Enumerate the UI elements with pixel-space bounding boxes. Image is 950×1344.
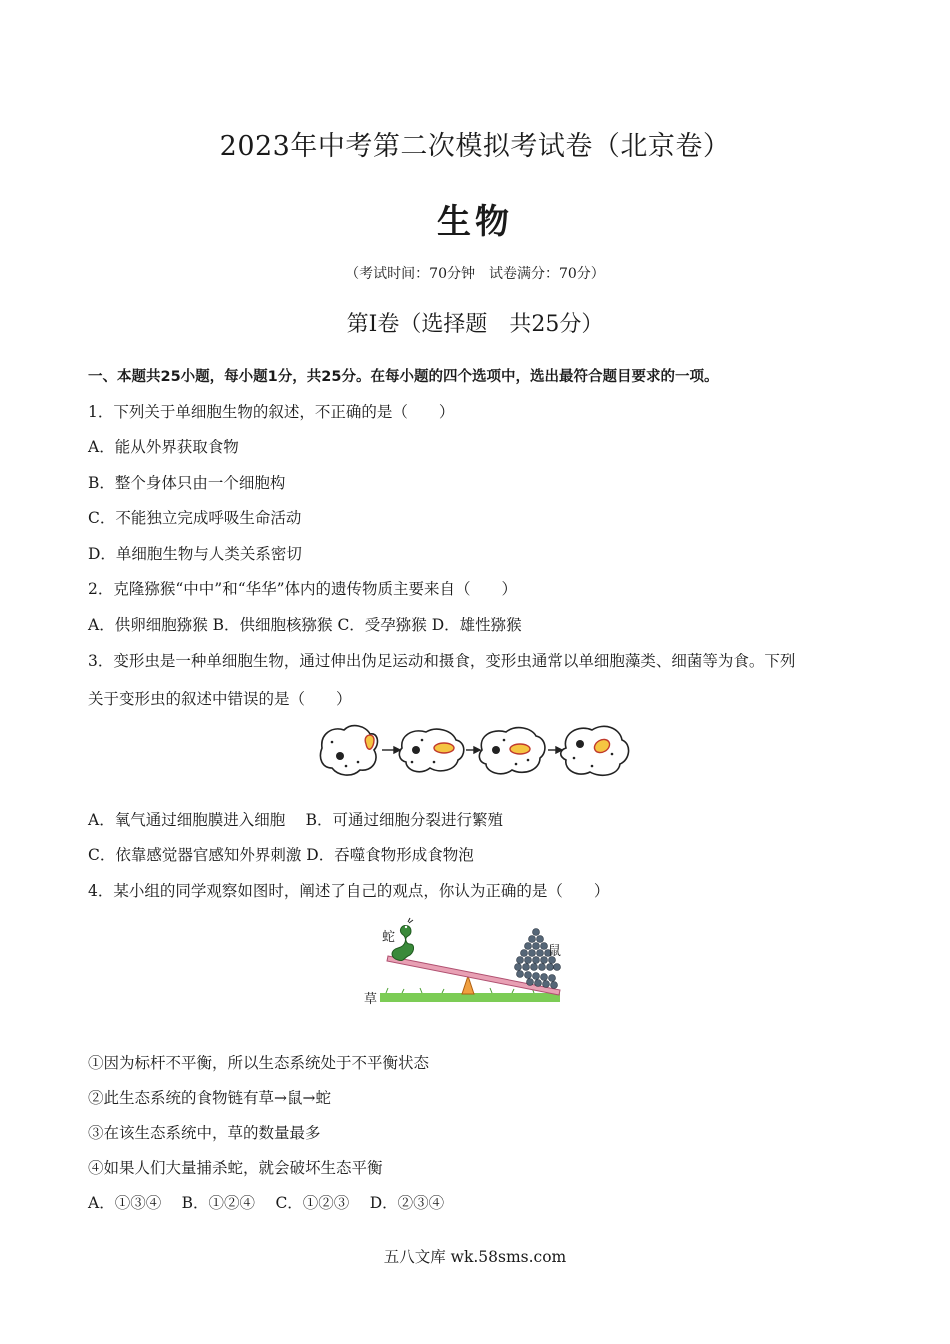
exam-info: （考试时间：70分钟 试卷满分：70分） [345, 266, 605, 282]
amoeba-2 [399, 729, 463, 772]
q3-options-line2: C．依靠感觉器官感知外界刺激 D．吞噬食物形成食物泡 [88, 846, 474, 864]
footer-watermark: 五八文库 wk.58sms.com [383, 1248, 567, 1266]
label-grass: 草 [364, 992, 378, 1007]
q4-statement-3: ③在该生态系统中，草的数量最多 [88, 1124, 321, 1142]
amoeba-4 [561, 726, 629, 775]
seesaw-figure [362, 914, 566, 1008]
q2-options: A．供卵细胞猕猴 B．供细胞核猕猴 C．受孕猕猴 D．雄性猕猴 [88, 616, 522, 634]
q4-stem: 4．某小组的同学观察如图时，阐述了自己的观点，你认为正确的是（ ） [88, 882, 610, 900]
q1-stem: 1．下列关于单细胞生物的叙述，不正确的是（ ） [88, 403, 455, 421]
q4-statement-2: ②此生态系统的食物链有草→鼠→蛇 [88, 1089, 331, 1107]
q1-option-b: B．整个身体只由一个细胞构 [88, 474, 286, 492]
q3-stem-line1: 3．变形虫是一种单细胞生物，通过伸出伪足运动和摄食，变形虫通常以单细胞藻类、细菌等为食。下列 [88, 652, 796, 670]
section-intro: 一、本题共25小题，每小题1分，共25分。在每小题的四个选项中，选出最符合题目要求的一项。 [88, 369, 719, 385]
part-title: 第Ⅰ卷（选择题 共25分） [346, 312, 604, 337]
label-mouse: 鼠 [548, 944, 562, 959]
snake [392, 918, 414, 961]
page-title: 2023年中考第二次模拟考试卷（北京卷） [219, 131, 731, 162]
amoeba-feeding-figure [316, 718, 634, 782]
q4-statement-4: ④如果人们大量捕杀蛇，就会破坏生态平衡 [88, 1159, 383, 1177]
q1-option-a: A．能从外界获取食物 [88, 438, 239, 456]
q3-options-line1: A．氧气通过细胞膜进入细胞 B．可通过细胞分裂进行繁殖 [88, 811, 504, 829]
q2-stem: 2．克隆猕猴“中中”和“华华”体内的遗传物质主要来自（ ） [88, 580, 518, 598]
q1-option-c: C．不能独立完成呼吸生命活动 [88, 509, 302, 527]
subject-title: 生物 [437, 202, 513, 242]
q4-options: A．①③④ B．①②④ C．①②③ D．②③④ [88, 1194, 445, 1212]
q4-statement-1: ①因为标杆不平衡，所以生态系统处于不平衡状态 [88, 1054, 430, 1072]
food-2 [434, 743, 454, 753]
seesaw-fulcrum [462, 976, 474, 994]
food-1 [365, 735, 374, 749]
amoeba-1 [320, 726, 377, 775]
label-snake: 蛇 [382, 930, 396, 945]
q3-stem-line2: 关于变形虫的叙述中错误的是（ ） [88, 690, 352, 708]
food-3 [510, 744, 530, 754]
q1-option-d: D．单细胞生物与人类关系密切 [88, 545, 302, 563]
